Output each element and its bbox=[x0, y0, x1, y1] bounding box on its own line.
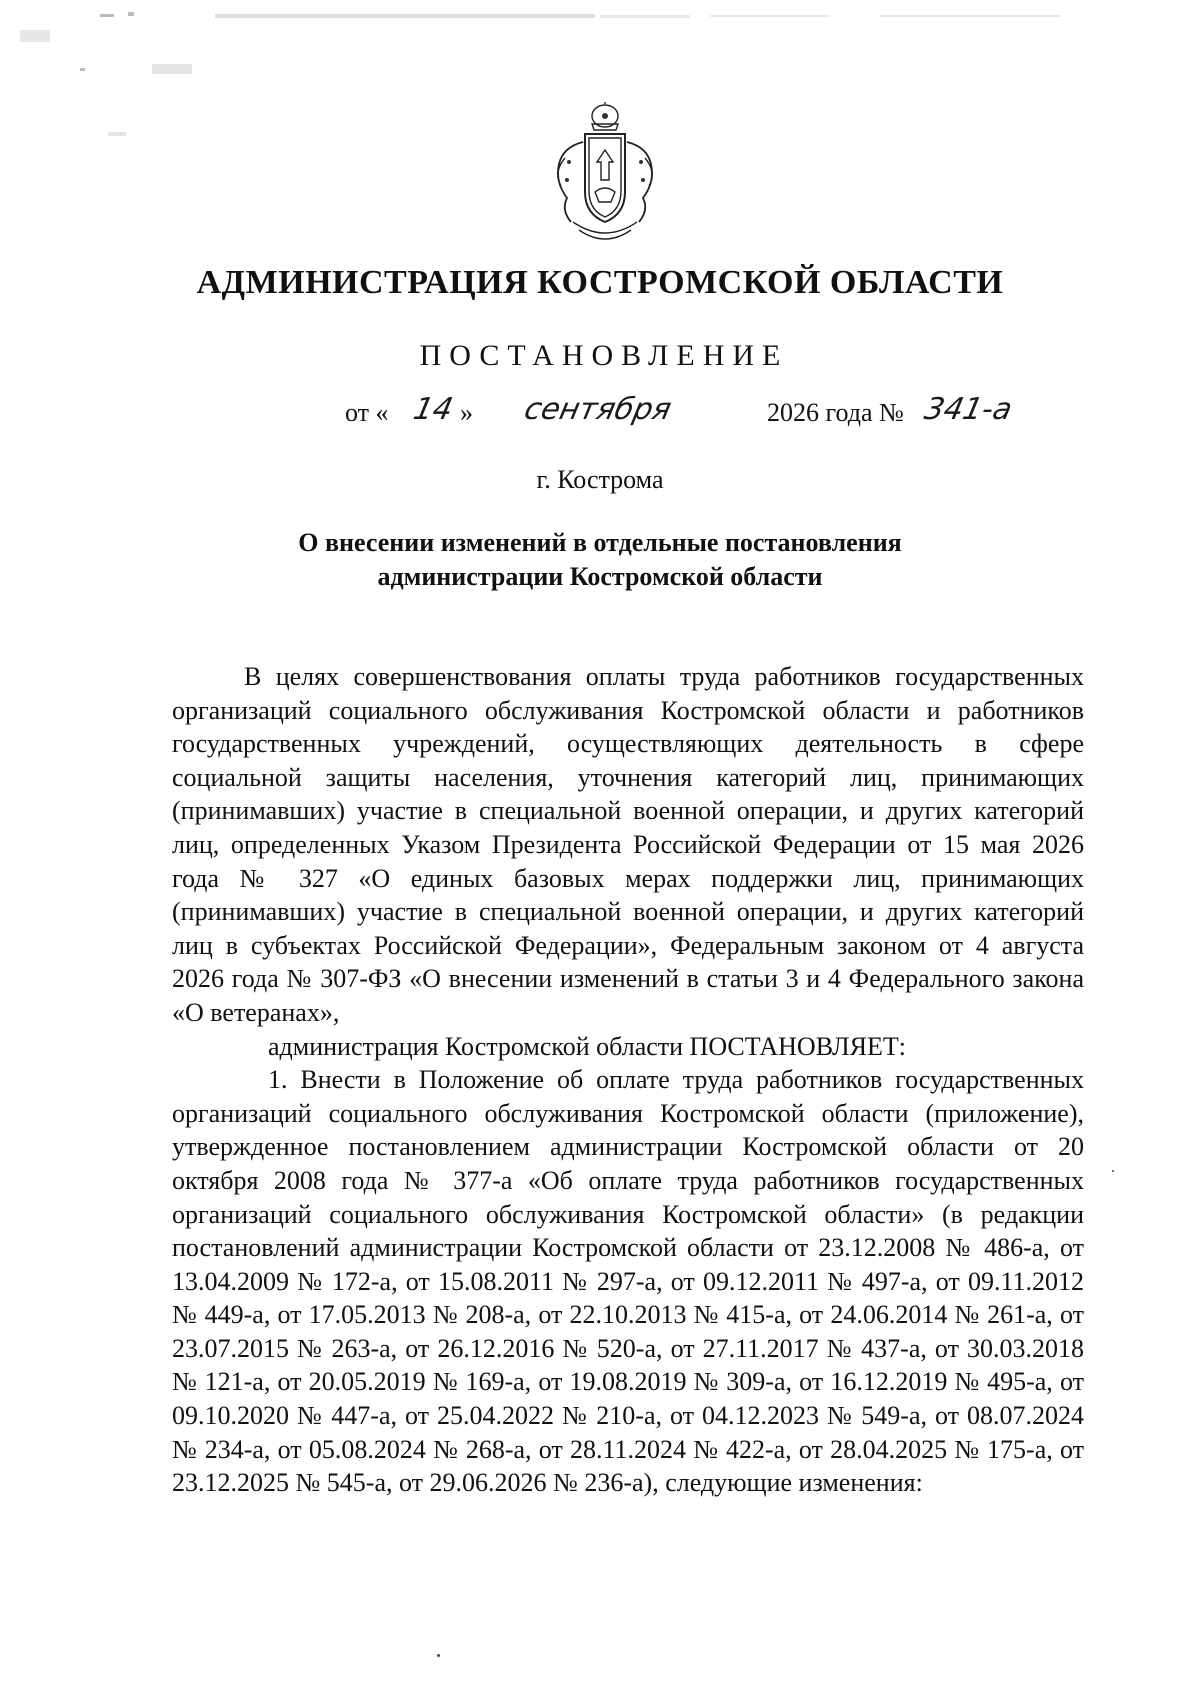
preamble-paragraph: В целях совершенствования оплаты труда работников государственных организаций социального обслуживания Костромской области и работников государственных учреждений, осуществляющих деятельность в сфере социальной защиты населения, уточнения категорий лиц, принимающих (принимавших) участие в специальной военной операции, и других категорий лиц, определенных Указом Президента Российской Федерации от 15 мая 2026 года № 327 «О единых базовых мерах поддержки лиц, принимающих (принимавших) участие в специальной военной операции, и других категорий лиц в субъектах Российской Федерации», Федеральным законом от 4 августа 2026 года № 307-ФЗ «О внесении изменений в статьи 3 и 4 Федерального закона «О ветеранах», bbox=[172, 662, 1084, 1027]
item-1-paragraph: 1. Внести в Положение об оплате труда работников государственных организаций социального обслуживания Костромской области (приложение), утвержденное постановлением администрации Костромской области от 20 октября 2008 года № 377-а «Об оплате труда работников государственных организаций социального обслуживания Костромской области» (в редакции постановлений администрации Костромской области от 23.12.2008 № 486-а, от 13.04.2009 № 172-а, от 15.08.2011 № 297-а, от 09.12.2011 № 497-а, от 09.11.2012 № 449-а, от 17.05.2013 № 208-а, от 22.10.2013 № 415-а, от 24.06.2014 № 261-а, от 23.07.2015 № 263-а, от 26.12.2016 № 520-а, от 27.11.2017 № 437-а, от 30.03.2018 № 121-а, от 20.05.2019 № 169-а, от 19.08.2019 № 309-а, от 16.12.2019 № 495-а, от 09.10.2020 № 447-а, от 25.04.2022 № 210-а, от 04.12.2023 № 549-а, от 08.07.2024 № 234-а, от 05.08.2024 № 268-а, от 28.11.2024 № 422-а, от 28.04.2025 № 175-а, от 23.12.2025 № 545-а, от 29.06.2026 № 236-а), следующие изменения: bbox=[172, 1065, 1084, 1498]
title-line-2: администрации Костромской области bbox=[377, 562, 823, 591]
date-year: 2026 года № bbox=[767, 398, 904, 427]
document-body bbox=[172, 660, 1084, 1500]
title-line-1: О внесении изменений в отдельные постановления bbox=[298, 528, 902, 557]
document-title bbox=[200, 526, 1000, 594]
scan-speck bbox=[437, 1654, 440, 1657]
organization-name: АДМИНИСТРАЦИЯ КОСТРОМСКОЙ ОБЛАСТИ bbox=[196, 264, 1004, 301]
date-month: сентября bbox=[521, 392, 675, 427]
city: г. Кострома bbox=[536, 465, 664, 494]
date-prefix: от « bbox=[345, 398, 389, 427]
date-day: 14 bbox=[410, 392, 456, 427]
document-type: ПОСТАНОВЛЕНИЕ bbox=[419, 339, 789, 372]
date-line bbox=[0, 392, 1200, 436]
coat-of-arms-icon bbox=[545, 102, 665, 247]
scan-speck bbox=[1112, 1170, 1114, 1172]
decree-paragraph: администрация Костромской области ПОСТАНОВЛЯЕТ: bbox=[268, 1031, 907, 1061]
date-day-close: » bbox=[460, 398, 473, 427]
document-number: 341-а bbox=[921, 392, 1016, 427]
